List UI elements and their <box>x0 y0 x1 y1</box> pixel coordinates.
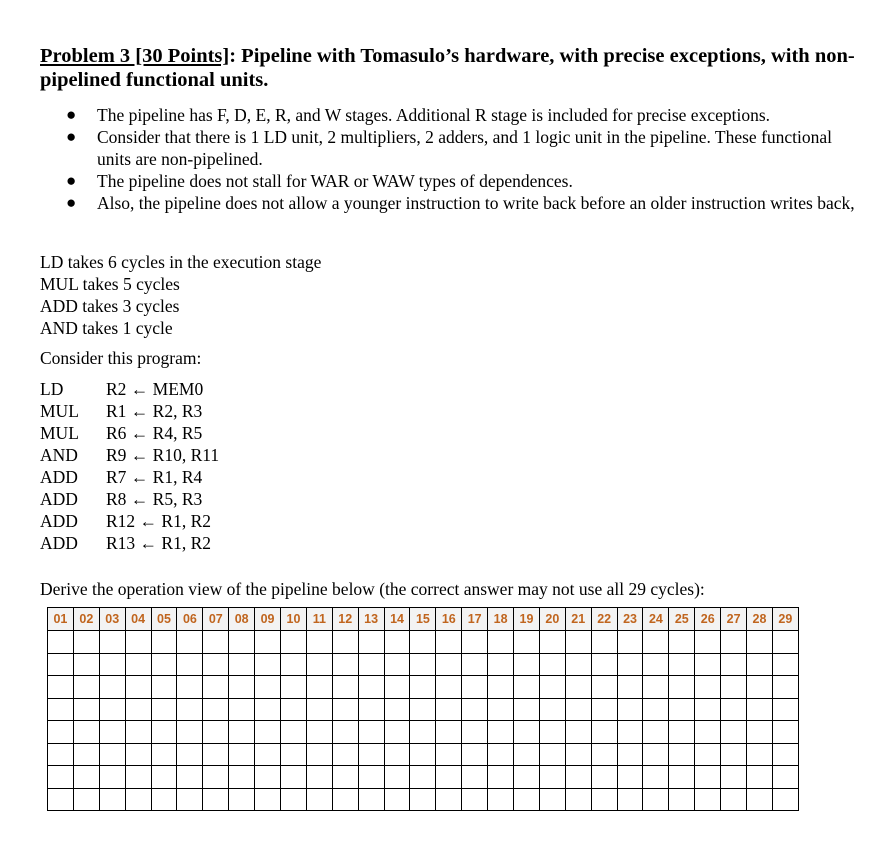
latency-line: LD takes 6 cycles in the execution stage <box>40 252 322 272</box>
cycle-header: 02 <box>73 608 99 631</box>
pipeline-cell[interactable] <box>488 743 514 766</box>
pipeline-cell[interactable] <box>151 631 177 654</box>
pipeline-cell[interactable] <box>591 631 617 654</box>
pipeline-cell[interactable] <box>514 653 540 676</box>
pipeline-cell[interactable] <box>203 788 229 811</box>
requirements-list <box>66 104 856 214</box>
instruction: ADD R13 ← R1, R2 <box>40 533 212 553</box>
pipeline-cell[interactable] <box>747 698 773 721</box>
pipeline-cell[interactable] <box>358 676 384 699</box>
pipeline-cell[interactable] <box>772 698 798 721</box>
bullet-icon: ● <box>66 171 77 190</box>
pipeline-cell[interactable] <box>669 766 695 789</box>
pipeline-cell[interactable] <box>565 743 591 766</box>
pipeline-cell[interactable] <box>643 653 669 676</box>
pipeline-cell[interactable] <box>410 743 436 766</box>
pipeline-cell[interactable] <box>358 698 384 721</box>
pipeline-cell[interactable] <box>436 766 462 789</box>
pipeline-cell[interactable] <box>747 788 773 811</box>
pipeline-cell[interactable] <box>306 743 332 766</box>
pipeline-cell[interactable] <box>617 743 643 766</box>
pipeline-cell[interactable] <box>695 653 721 676</box>
cycle-header: 17 <box>462 608 488 631</box>
pipeline-cell[interactable] <box>565 721 591 744</box>
pipeline-row <box>48 788 799 811</box>
pipeline-cell[interactable] <box>488 653 514 676</box>
pipeline-cell[interactable] <box>436 721 462 744</box>
pipeline-cell[interactable] <box>488 698 514 721</box>
pipeline-cell[interactable] <box>203 698 229 721</box>
pipeline-cell[interactable] <box>332 698 358 721</box>
pipeline-cell[interactable] <box>488 631 514 654</box>
instruction: ADD R8 ← R5, R3 <box>40 489 203 509</box>
pipeline-cell[interactable] <box>151 766 177 789</box>
pipeline-cell[interactable] <box>229 766 255 789</box>
pipeline-cell[interactable] <box>73 721 99 744</box>
cycle-header-row <box>48 608 799 631</box>
pipeline-cell[interactable] <box>436 743 462 766</box>
pipeline-cell[interactable] <box>565 676 591 699</box>
pipeline-cell[interactable] <box>177 676 203 699</box>
cycle-header: 15 <box>410 608 436 631</box>
pipeline-cell[interactable] <box>125 766 151 789</box>
pipeline-cell[interactable] <box>721 676 747 699</box>
pipeline-cell[interactable] <box>177 631 203 654</box>
pipeline-cell[interactable] <box>306 631 332 654</box>
pipeline-cell[interactable] <box>151 676 177 699</box>
pipeline-cell[interactable] <box>151 788 177 811</box>
pipeline-cell[interactable] <box>617 766 643 789</box>
pipeline-cell[interactable] <box>306 766 332 789</box>
pipeline-cell[interactable] <box>669 721 695 744</box>
pipeline-cell[interactable] <box>695 743 721 766</box>
derive-text: Derive the operation view of the pipeline below (the correct answer may not use all 29 cycles): <box>40 579 705 599</box>
pipeline-cell[interactable] <box>203 676 229 699</box>
pipeline-cell[interactable] <box>539 631 565 654</box>
pipeline-cell[interactable] <box>99 676 125 699</box>
pipeline-cell[interactable] <box>177 721 203 744</box>
pipeline-row <box>48 631 799 654</box>
pipeline-cell[interactable] <box>332 653 358 676</box>
pipeline-cell[interactable] <box>48 631 74 654</box>
pipeline-cell[interactable] <box>281 788 307 811</box>
pipeline-cell[interactable] <box>125 721 151 744</box>
cycle-header: 08 <box>229 608 255 631</box>
pipeline-cell[interactable] <box>306 721 332 744</box>
pipeline-cell[interactable] <box>436 676 462 699</box>
pipeline-cell[interactable] <box>643 743 669 766</box>
pipeline-cell[interactable] <box>772 653 798 676</box>
pipeline-cell[interactable] <box>721 631 747 654</box>
cycle-header: 12 <box>332 608 358 631</box>
pipeline-cell[interactable] <box>229 653 255 676</box>
pipeline-cell[interactable] <box>229 676 255 699</box>
pipeline-cell[interactable] <box>99 653 125 676</box>
pipeline-cell[interactable] <box>255 721 281 744</box>
pipeline-cell[interactable] <box>565 698 591 721</box>
pipeline-cell[interactable] <box>281 743 307 766</box>
cycle-header: 07 <box>203 608 229 631</box>
pipeline-cell[interactable] <box>488 788 514 811</box>
pipeline-cell[interactable] <box>514 766 540 789</box>
pipeline-cell[interactable] <box>410 766 436 789</box>
pipeline-cell[interactable] <box>721 721 747 744</box>
pipeline-cell[interactable] <box>358 766 384 789</box>
pipeline-cell[interactable] <box>151 721 177 744</box>
pipeline-cell[interactable] <box>617 721 643 744</box>
pipeline-cell[interactable] <box>772 766 798 789</box>
pipeline-grid <box>47 607 799 811</box>
pipeline-cell[interactable] <box>436 698 462 721</box>
pipeline-cell[interactable] <box>99 743 125 766</box>
pipeline-cell[interactable] <box>747 743 773 766</box>
pipeline-cell[interactable] <box>73 631 99 654</box>
pipeline-cell[interactable] <box>281 676 307 699</box>
cycle-header: 01 <box>48 608 74 631</box>
pipeline-cell[interactable] <box>695 676 721 699</box>
cycle-header: 20 <box>539 608 565 631</box>
pipeline-cell[interactable] <box>255 766 281 789</box>
pipeline-cell[interactable] <box>462 653 488 676</box>
cycle-header: 29 <box>772 608 798 631</box>
pipeline-cell[interactable] <box>332 676 358 699</box>
pipeline-cell[interactable] <box>772 743 798 766</box>
pipeline-cell[interactable] <box>695 788 721 811</box>
pipeline-cell[interactable] <box>436 653 462 676</box>
pipeline-cell[interactable] <box>747 631 773 654</box>
pipeline-cell[interactable] <box>48 721 74 744</box>
pipeline-cell[interactable] <box>462 698 488 721</box>
cycle-header: 14 <box>384 608 410 631</box>
pipeline-cell[interactable] <box>565 788 591 811</box>
pipeline-cell[interactable] <box>332 743 358 766</box>
pipeline-cell[interactable] <box>436 788 462 811</box>
pipeline-cell[interactable] <box>203 766 229 789</box>
consider-text: Consider this program: <box>40 348 202 368</box>
pipeline-cell[interactable] <box>462 766 488 789</box>
pipeline-row <box>48 698 799 721</box>
cycle-header: 11 <box>306 608 332 631</box>
pipeline-cell[interactable] <box>747 721 773 744</box>
pipeline-cell[interactable] <box>203 653 229 676</box>
pipeline-cell[interactable] <box>384 698 410 721</box>
cycle-header: 28 <box>747 608 773 631</box>
pipeline-cell[interactable] <box>255 653 281 676</box>
pipeline-cell[interactable] <box>177 698 203 721</box>
pipeline-cell[interactable] <box>332 788 358 811</box>
pipeline-cell[interactable] <box>695 631 721 654</box>
latency-line: MUL takes 5 cycles <box>40 274 180 294</box>
pipeline-cell[interactable] <box>539 721 565 744</box>
pipeline-cell[interactable] <box>514 721 540 744</box>
pipeline-cell[interactable] <box>99 631 125 654</box>
cycle-header: 06 <box>177 608 203 631</box>
pipeline-cell[interactable] <box>695 698 721 721</box>
pipeline-cell[interactable] <box>229 743 255 766</box>
problem-title-text: : Pipeline with Tomasulo’s hardware, with precise exceptions, with non-pipelined functional units. <box>40 45 855 91</box>
bullet-item: ● The pipeline does not stall for WAR or WAW types of dependences. <box>66 171 573 191</box>
pipeline-cell[interactable] <box>747 676 773 699</box>
pipeline-cell[interactable] <box>125 631 151 654</box>
pipeline-cell[interactable] <box>384 653 410 676</box>
pipeline-cell[interactable] <box>488 766 514 789</box>
pipeline-cell[interactable] <box>229 721 255 744</box>
pipeline-cell[interactable] <box>358 788 384 811</box>
bullet-icon: ● <box>66 193 77 212</box>
pipeline-cell[interactable] <box>255 676 281 699</box>
pipeline-cell[interactable] <box>384 743 410 766</box>
pipeline-cell[interactable] <box>591 788 617 811</box>
pipeline-cell[interactable] <box>617 653 643 676</box>
pipeline-cell[interactable] <box>669 788 695 811</box>
pipeline-cell[interactable] <box>99 766 125 789</box>
instruction: MUL R6 ← R4, R5 <box>40 423 203 443</box>
pipeline-cell[interactable] <box>747 766 773 789</box>
pipeline-row <box>48 743 799 766</box>
pipeline-cell[interactable] <box>643 766 669 789</box>
latency-line: ADD takes 3 cycles <box>40 296 180 316</box>
pipeline-cell[interactable] <box>591 743 617 766</box>
cycle-header: 16 <box>436 608 462 631</box>
pipeline-cell[interactable] <box>617 631 643 654</box>
pipeline-cell[interactable] <box>306 698 332 721</box>
pipeline-cell[interactable] <box>410 631 436 654</box>
pipeline-cell[interactable] <box>306 676 332 699</box>
cycle-header: 05 <box>151 608 177 631</box>
pipeline-cell[interactable] <box>721 766 747 789</box>
pipeline-cell[interactable] <box>539 743 565 766</box>
pipeline-cell[interactable] <box>617 788 643 811</box>
pipeline-cell[interactable] <box>591 721 617 744</box>
pipeline-cell[interactable] <box>514 743 540 766</box>
pipeline-cell[interactable] <box>203 721 229 744</box>
pipeline-cell[interactable] <box>410 721 436 744</box>
pipeline-cell[interactable] <box>462 743 488 766</box>
pipeline-cell[interactable] <box>617 698 643 721</box>
pipeline-cell[interactable] <box>177 788 203 811</box>
pipeline-cell[interactable] <box>358 653 384 676</box>
bullet-icon: ● <box>66 105 77 124</box>
pipeline-cell[interactable] <box>255 743 281 766</box>
pipeline-cell[interactable] <box>99 698 125 721</box>
pipeline-cell[interactable] <box>410 788 436 811</box>
pipeline-row <box>48 721 799 744</box>
pipeline-cell[interactable] <box>229 698 255 721</box>
pipeline-cell[interactable] <box>591 698 617 721</box>
pipeline-cell[interactable] <box>203 743 229 766</box>
pipeline-cell[interactable] <box>514 631 540 654</box>
pipeline-cell[interactable] <box>177 743 203 766</box>
pipeline-cell[interactable] <box>462 676 488 699</box>
pipeline-cell[interactable] <box>48 766 74 789</box>
pipeline-cell[interactable] <box>410 698 436 721</box>
pipeline-cell[interactable] <box>436 631 462 654</box>
cycle-header: 10 <box>281 608 307 631</box>
pipeline-cell[interactable] <box>514 676 540 699</box>
pipeline-cell[interactable] <box>669 631 695 654</box>
pipeline-cell[interactable] <box>125 653 151 676</box>
pipeline-cell[interactable] <box>721 743 747 766</box>
pipeline-cell[interactable] <box>48 653 74 676</box>
pipeline-cell[interactable] <box>384 631 410 654</box>
pipeline-cell[interactable] <box>410 676 436 699</box>
cycle-header: 24 <box>643 608 669 631</box>
pipeline-cell[interactable] <box>643 631 669 654</box>
pipeline-cell[interactable] <box>669 676 695 699</box>
pipeline-cell[interactable] <box>643 721 669 744</box>
pipeline-cell[interactable] <box>565 766 591 789</box>
pipeline-cell[interactable] <box>281 698 307 721</box>
pipeline-cell[interactable] <box>669 698 695 721</box>
cycle-header: 03 <box>99 608 125 631</box>
pipeline-cell[interactable] <box>332 631 358 654</box>
pipeline-cell[interactable] <box>384 766 410 789</box>
pipeline-cell[interactable] <box>281 653 307 676</box>
pipeline-cell[interactable] <box>151 698 177 721</box>
pipeline-cell[interactable] <box>73 653 99 676</box>
pipeline-cell[interactable] <box>539 698 565 721</box>
pipeline-cell[interactable] <box>539 766 565 789</box>
cycle-header: 18 <box>488 608 514 631</box>
pipeline-cell[interactable] <box>281 766 307 789</box>
pipeline-cell[interactable] <box>358 631 384 654</box>
pipeline-cell[interactable] <box>669 653 695 676</box>
pipeline-cell[interactable] <box>643 788 669 811</box>
pipeline-cell[interactable] <box>591 766 617 789</box>
pipeline-cell[interactable] <box>281 631 307 654</box>
pipeline-cell[interactable] <box>358 743 384 766</box>
pipeline-cell[interactable] <box>358 721 384 744</box>
problem-title <box>40 44 860 92</box>
pipeline-cell[interactable] <box>514 698 540 721</box>
pipeline-row <box>48 766 799 789</box>
pipeline-cell[interactable] <box>410 653 436 676</box>
pipeline-cell[interactable] <box>565 631 591 654</box>
pipeline-cell[interactable] <box>306 788 332 811</box>
latency-line: AND takes 1 cycle <box>40 318 173 338</box>
pipeline-cell[interactable] <box>73 698 99 721</box>
cycle-header: 09 <box>255 608 281 631</box>
pipeline-cell[interactable] <box>332 721 358 744</box>
pipeline-cell[interactable] <box>384 788 410 811</box>
pipeline-cell[interactable] <box>48 743 74 766</box>
pipeline-cell[interactable] <box>125 788 151 811</box>
pipeline-cell[interactable] <box>73 766 99 789</box>
cycle-header: 04 <box>125 608 151 631</box>
bullet-item: ● Consider that there is 1 LD unit, 2 multipliers, 2 adders, and 1 logic unit in the pipeline. These functional units are non-pipelined. <box>66 127 833 169</box>
pipeline-cell[interactable] <box>772 631 798 654</box>
pipeline-cell[interactable] <box>721 653 747 676</box>
pipeline-cell[interactable] <box>539 653 565 676</box>
pipeline-cell[interactable] <box>643 698 669 721</box>
pipeline-cell[interactable] <box>151 653 177 676</box>
pipeline-cell[interactable] <box>539 676 565 699</box>
pipeline-cell[interactable] <box>514 788 540 811</box>
pipeline-cell[interactable] <box>591 676 617 699</box>
pipeline-cell[interactable] <box>48 698 74 721</box>
pipeline-cell[interactable] <box>99 721 125 744</box>
bullet-icon: ● <box>66 127 77 146</box>
pipeline-row <box>48 653 799 676</box>
pipeline-cell[interactable] <box>462 721 488 744</box>
pipeline-cell[interactable] <box>73 788 99 811</box>
pipeline-cell[interactable] <box>643 676 669 699</box>
pipeline-cell[interactable] <box>462 788 488 811</box>
pipeline-cell[interactable] <box>229 788 255 811</box>
pipeline-row <box>48 676 799 699</box>
pipeline-cell[interactable] <box>565 653 591 676</box>
pipeline-cell[interactable] <box>306 653 332 676</box>
cycle-header: 21 <box>565 608 591 631</box>
pipeline-cell[interactable] <box>617 676 643 699</box>
pipeline-cell[interactable] <box>772 788 798 811</box>
instruction: AND R9 ← R10, R11 <box>40 445 220 465</box>
pipeline-cell[interactable] <box>747 653 773 676</box>
pipeline-cell[interactable] <box>255 698 281 721</box>
pipeline-cell[interactable] <box>73 676 99 699</box>
cycle-header: 22 <box>591 608 617 631</box>
pipeline-cell[interactable] <box>332 766 358 789</box>
pipeline-cell[interactable] <box>772 721 798 744</box>
pipeline-cell[interactable] <box>669 743 695 766</box>
pipeline-cell[interactable] <box>177 653 203 676</box>
pipeline-cell[interactable] <box>48 676 74 699</box>
pipeline-cell[interactable] <box>151 743 177 766</box>
instruction: ADD R12 ← R1, R2 <box>40 511 212 531</box>
bullet-item: ● The pipeline has F, D, E, R, and W stages. Additional R stage is included for precise exceptions. <box>66 105 771 125</box>
pipeline-cell[interactable] <box>125 743 151 766</box>
pipeline-cell[interactable] <box>203 631 229 654</box>
pipeline-cell[interactable] <box>539 788 565 811</box>
pipeline-cell[interactable] <box>384 721 410 744</box>
pipeline-cell[interactable] <box>255 788 281 811</box>
cycle-header: 23 <box>617 608 643 631</box>
pipeline-cell[interactable] <box>384 676 410 699</box>
pipeline-cell[interactable] <box>229 631 255 654</box>
pipeline-cell[interactable] <box>281 721 307 744</box>
instruction: LD R2 ← MEM0 <box>40 379 204 399</box>
pipeline-cell[interactable] <box>462 631 488 654</box>
pipeline-cell[interactable] <box>99 788 125 811</box>
pipeline-cell[interactable] <box>591 653 617 676</box>
pipeline-cell[interactable] <box>177 766 203 789</box>
pipeline-cell[interactable] <box>488 721 514 744</box>
pipeline-cell[interactable] <box>73 743 99 766</box>
pipeline-cell[interactable] <box>695 721 721 744</box>
pipeline-cell[interactable] <box>125 698 151 721</box>
cycle-header: 27 <box>721 608 747 631</box>
pipeline-cell[interactable] <box>721 788 747 811</box>
cycle-header: 13 <box>358 608 384 631</box>
latency-list <box>40 251 321 339</box>
pipeline-cell[interactable] <box>125 676 151 699</box>
program-listing <box>40 378 219 554</box>
pipeline-cell[interactable] <box>721 698 747 721</box>
cycle-header: 25 <box>669 608 695 631</box>
pipeline-cell[interactable] <box>772 676 798 699</box>
cycle-header: 26 <box>695 608 721 631</box>
instruction: MUL R1 ← R2, R3 <box>40 401 203 421</box>
pipeline-cell[interactable] <box>695 766 721 789</box>
bullet-item: ● Also, the pipeline does not allow a younger instruction to write back before an older instruction writes back, <box>66 193 855 213</box>
cycle-header: 19 <box>514 608 540 631</box>
instruction: ADD R7 ← R1, R4 <box>40 467 203 487</box>
problem-heading: Problem 3 [30 Points] <box>40 45 230 67</box>
pipeline-cell[interactable] <box>488 676 514 699</box>
pipeline-cell[interactable] <box>48 788 74 811</box>
pipeline-cell[interactable] <box>255 631 281 654</box>
